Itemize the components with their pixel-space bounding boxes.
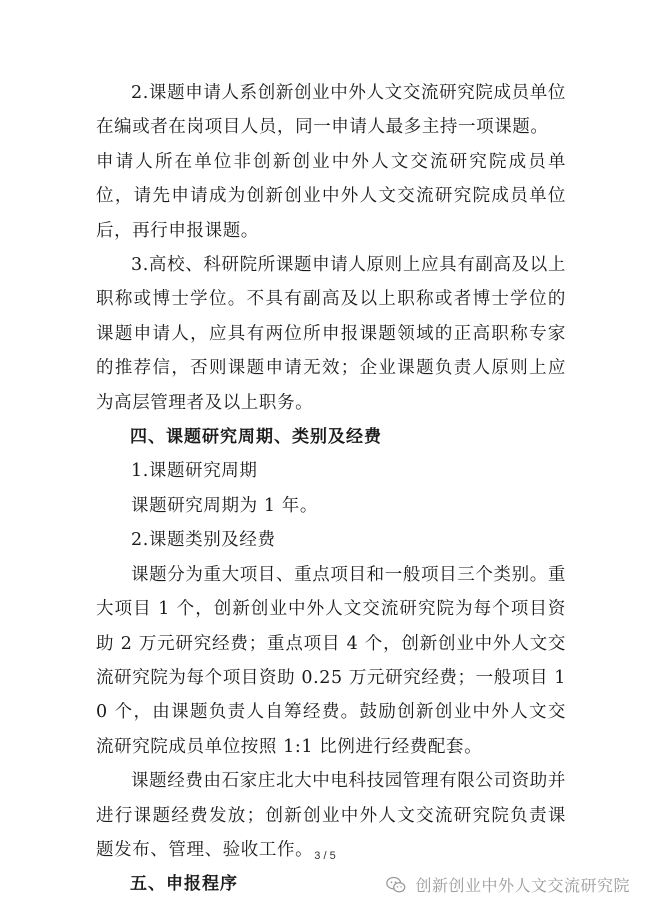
paragraph-non-member-unit: 申请人所在单位非创新创业中外人文交流研究院成员单位，请先申请成为创新创业中外人文交流研究院成员单位后，再行申报课题。 (96, 151, 566, 241)
document-body (96, 76, 566, 902)
paragraph-applicant-title: 3.高校、科研院所课题申请人原则上应具有副高及以上职称或博士学位。不具有副高及以上职称或者博士学位的课题申请人，应具有两位所申报课题领域的正高职称专家的推荐信，否则课题申请无效；企业课题负责人原则上应为高层管理者及以上职务。 (96, 255, 566, 413)
wechat-icon (385, 874, 407, 896)
watermark (385, 873, 630, 896)
section-heading-period-category-funding: 四、课题研究周期、类别及经费 (130, 427, 382, 448)
paragraph-funding-source: 课题经费由石家庄北大中电科技园管理有限公司资助并进行课题经费发放；创新创业中外人文交流研究院负责课题发布、管理、验收工作。 (96, 771, 566, 860)
page-number: 3 / 5 (314, 850, 336, 862)
subheading-category-funding: 2.课题类别及经费 (131, 530, 276, 551)
subheading-research-period: 1.课题研究周期 (131, 461, 258, 482)
section-heading-application-procedure: 五、申报程序 (130, 874, 238, 895)
paragraph-research-period: 课题研究周期为 1 年。 (131, 495, 318, 516)
paragraph-category-funding: 课题分为重大项目、重点项目和一般项目三个类别。重大项目 1 个，创新创业中外人文交流研究院为每个项目资助 2 万元研究经费；重点项目 4 个，创新创业中外人文交流研究院为每个项目资助 0.25 万元研究经费；一般项目 10 个，由课题负责人自筹经费。鼓励创新创业中外人文交流研究院成员单位按照 1:1 比例进行经费配套。 (96, 564, 566, 757)
watermark-text: 创新创业中外人文交流研究院 (415, 876, 630, 895)
paragraph-applicant-membership: 2.课题申请人系创新创业中外人文交流研究院成员单位在编或者在岗项目人员，同一申请人最多主持一项课题。 (96, 83, 566, 138)
